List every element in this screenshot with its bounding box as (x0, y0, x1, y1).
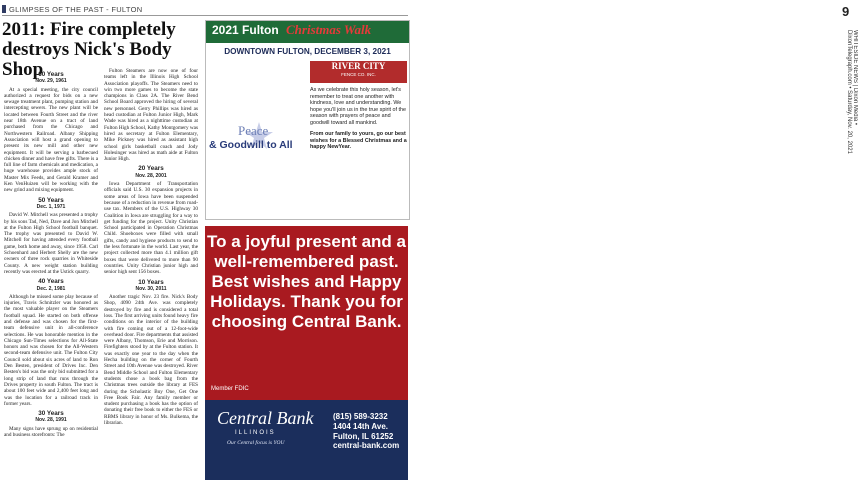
section-header (2, 2, 408, 16)
entry-text: Another tragic Nov. 23 fire. Nick's Body Shop, 4090 24th Ave. was completely destroyed by fire and is considered a total loss. The first arriving units found heavy fire conditions on the interior of the building with fire coming out of a 12-foot-wide overhead door. Fire departments that assisted were Albany, Thomson, Erie and Morrison. Firefighters stood by at the Fulton station. It was exactly one year to the day when the Hecha building on the corner of Fourth Street and 10th Avenue was destroyed. River Bend Middle School and Fulton Elementary students chose a book bag from the Christmas trees outside the library at FES during the Scholastic Buy One, Get One Free Book Fair. Any family member or student purchasing a book has the option of donating their free book to either the FES or RBMS library in honor of Ms. Bulkema, the librarian. (104, 294, 198, 427)
headline: 2011: Fire completely destroys Nick's Body Shop (2, 19, 176, 80)
page-sidebar (412, 0, 858, 480)
entry-years: 50 Years (38, 196, 64, 204)
entry-text: At a special meeting, the city council authorized a request for bids on a new sewage treatment plant, pumping station and intercepting sewers. The new plant will be located between Fourth Street and the river near 18th Avenue on a tract of land purchased from the Chicago and Northwestern Railroad. Albany Shipping Association will host a grand opening to present its new mill and other new equipment. It will be serving a barbecued chicken dinner and have free gifts. There is a full line of farm chemicals and medication, a huge warehouse provides ample stock of Master Mix Feeds, and Gerald Kramer and Ken VenHuizen will be working with the new grind and mixing equipment. (4, 86, 98, 194)
river-city-closing: From our family to yours, go our best wishes for a Blessed Christmas and a happy NewYear. (310, 131, 407, 150)
bank-street: 1404 14th Ave. (333, 421, 388, 431)
entry-years: 30 Years (38, 410, 64, 418)
peace-text: Peace (238, 123, 269, 138)
goodwill-text: & Goodwill to All (209, 139, 293, 151)
entry-date: Nov. 29, 1961 (35, 78, 67, 85)
column-2 (104, 68, 198, 426)
entry-text: Fulton Steamers are now one of four teams left in the Illinois High School Association playoffs. The Steamers need to win two more games to become the state champions in Class 2A. The River Bend School Board approved the hiring of several new personnel. Gerry Phillips was hired as head custodian at Fulton Junior High, Mark Wade was hired as a nighttime custodian at Fulton High School, Kathy Montgomery was hired as secretary at Fulton Elementary, Mike Pickney was hired as assistant high school girls basketball coach and Jody Holesinger was hired as math aide at Fulton Junior High. (104, 68, 198, 163)
entry-text: David W. Mitchell was presented a trophy by his sons Tad, Ned, Dave and Jon Mitchell at the Fulton High School football banquet. The trophy was presented to David W. Mitchell for having attended every football game, both home and away, since 1958. Carl Schoenhard and Herbert Shelly are the new owners of three rock quarries in Whiteside County. A new weight station building recently was erected at the Ustick quarry. (4, 212, 98, 275)
entry-years: 20 Years (138, 165, 164, 173)
bank-tagline: Our Central focus is YOU (227, 440, 285, 446)
river-city-sub: FENCE CO. INC. (341, 72, 376, 77)
bank-city: Fulton, IL 61252 (333, 431, 394, 441)
entry-date: Dec. 2, 1981 (36, 285, 66, 292)
walk-banner (206, 21, 409, 43)
river-city-message (310, 87, 407, 151)
central-bank-footer (205, 400, 408, 480)
column-1 (4, 68, 98, 438)
river-city-body: As we celebrate this holy season, let's remember to treat one another with kindness, love and understanding. We hope you'll join us in the true spirit of the season with prayers of peace and goodwill toward all mankind. (310, 87, 407, 126)
walk-year-title: 2021 Fulton (212, 23, 279, 37)
entry-date: Nov. 28, 1991 (35, 417, 67, 424)
walk-subtitle: DOWNTOWN FULTON, DECEMBER 3, 2021 (224, 47, 391, 56)
publication-label: WHITESIDE NEWS | Dixon Media • DixonTelegraph.com • Saturday, Nov. 20, 2021 (846, 30, 858, 154)
entry-years: 40 Years (38, 278, 64, 286)
central-bank-holiday-ad (205, 226, 408, 400)
bank-message: To a joyful present and a well-remembered past. Best wishes and Happy Holidays. Thank you for choosing Central Bank. (207, 232, 406, 331)
section-title: GLIMPSES OF THE PAST - FULTON (9, 5, 143, 14)
bank-state: ILLINOIS (235, 430, 276, 436)
page-number: 9 (842, 4, 850, 19)
bank-contact (333, 412, 399, 451)
entry-text: Many signs have sprung up on residential and business storefronts: The (4, 425, 98, 439)
entry-date: Nov. 30, 2011 (135, 285, 167, 292)
bank-phone: (815) 589-3232 (333, 412, 388, 421)
bank-name: Central Bank (217, 408, 314, 428)
entry-years: 60 Years (38, 71, 64, 78)
entry-date: Nov. 28, 2001 (135, 172, 167, 179)
river-city-logo (310, 61, 407, 83)
entry-date: Dec. 1, 1971 (36, 203, 66, 210)
header-rule (2, 15, 408, 16)
christmas-walk-ad (205, 20, 410, 220)
fdic-label: Member FDIC (211, 386, 249, 392)
walk-script-title: Christmas Walk (286, 22, 372, 37)
river-city-name: RIVER CITY (331, 61, 386, 71)
section-marker (2, 5, 6, 13)
entry-years: 10 Years (138, 278, 164, 286)
bank-web: central-bank.com (333, 441, 400, 451)
entry-text: Iowa Department of Transportation officials said U.S. 30 expansion projects in some areas of Iowa have been suspended because of a reduction in revenue from road-use tax. Members of the U.S. Highway 30 Coalition in Iowa are struggling for a way to get funding for the project. Unity Christian School participated in Operation Christmas Child. Shoeboxes were filled with small gifts, candy and hygiene products to send to the less fortunate in the world. Last year, the project collected more than 4.1 million gift boxes that were delivered to more than 90 countries. Unity Christian junior high and senior high sent 156 boxes. (104, 181, 198, 276)
entry-text: Although he missed some play because of injuries, Travis Schnitzler was honored as the most valuable player on the Steamers football squad. He started on both offense and defense and was chosen for the first-team defensive unit in all-conference selections. He was honorable mention in the Chicago Sun-Times selections for All-State honors and was chosen for the All-Western second-team defensive unit. The Fulton City Council sold about six acres of land to Ron Den Besten, president of Drives Inc. Den Besten's bid was the only bid submitted for a long strip of land that runs through the Drives property in south Fulton. The tract is about 100 feet wide and 2,400 feet long and was the location for a railroad track in former years. (4, 293, 98, 407)
